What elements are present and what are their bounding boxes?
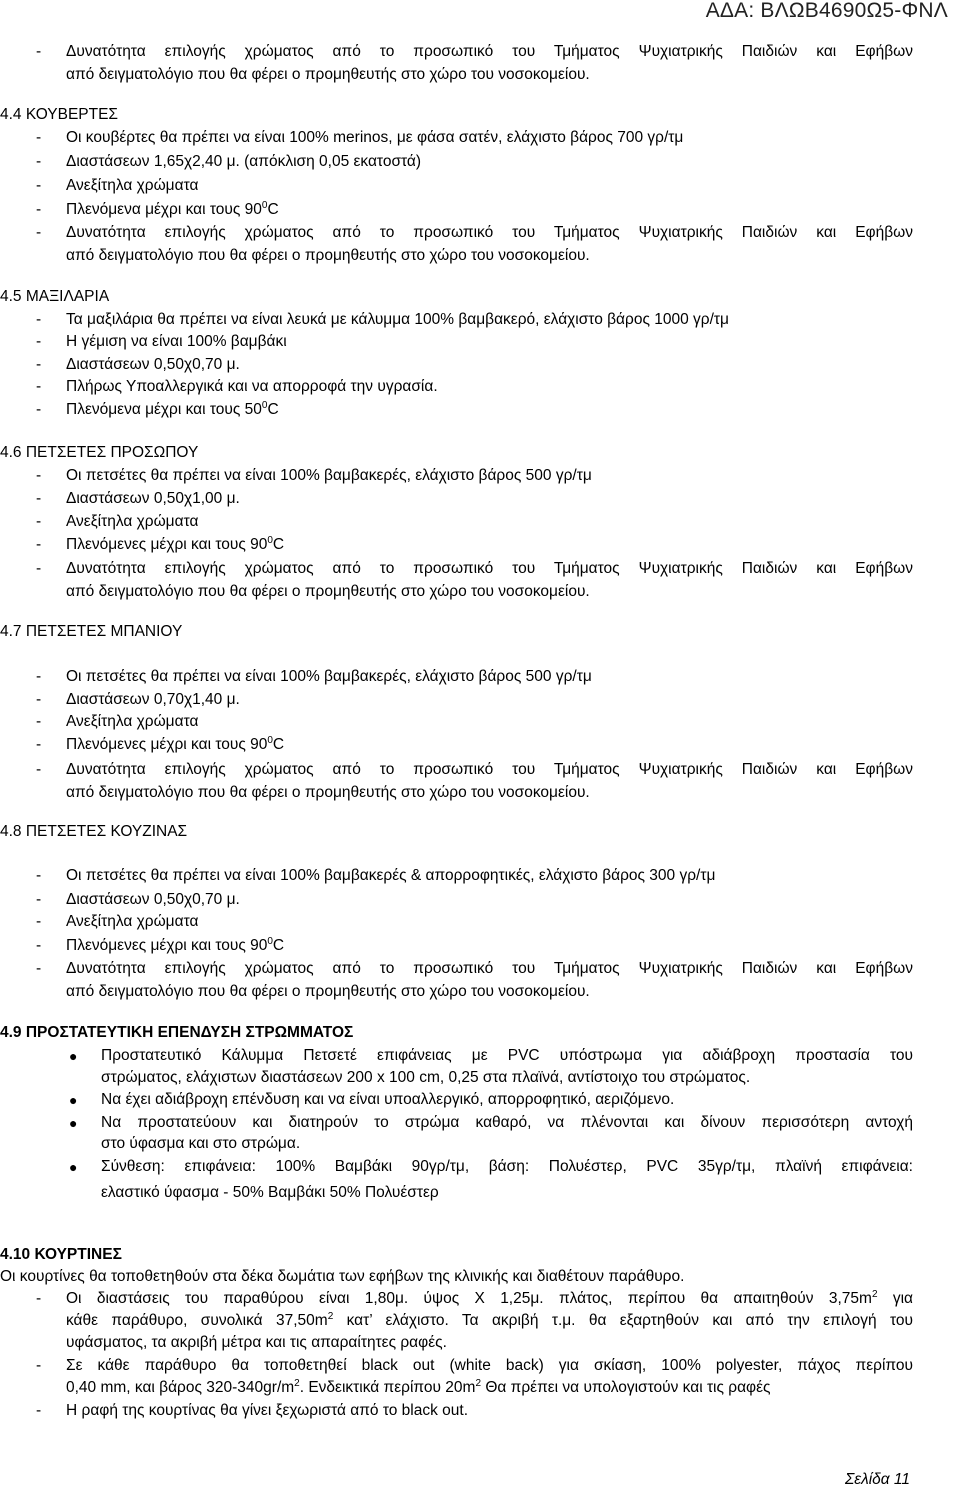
section-title-text: 4.10 ΚΟΥΡΤΙΝΕΣ — [0, 1246, 122, 1263]
list-dash: - — [36, 867, 42, 884]
text: Θα πρέπει να υπολογιστούν και τις ραφές — [481, 1379, 771, 1396]
text: Πλενόμενες μέχρι και τους 90 — [66, 937, 268, 954]
list-item-cont: από δειγματολόγιο που θα φέρει ο προμηθευτής στο χώρο του νοσοκομείου. — [66, 784, 590, 801]
section-title-text: 4.9 ΠΡΟΣΤΑΤΕΥΤΙΚΗ ΕΠΕΝΔΥΣΗ ΣΤΡΩΜΜΑΤΟΣ — [0, 1024, 354, 1041]
text: . Ενδεικτικά περίπου 20m — [299, 1379, 476, 1396]
list-dash: - — [36, 1357, 42, 1374]
list-item-cont: από δειγματολόγιο που θα φέρει ο προμηθευτής στο χώρο του νοσοκομείου. — [66, 66, 590, 83]
text: Πλενόμενα μέχρι και τους 50 — [66, 401, 262, 418]
list-dash: - — [36, 513, 42, 530]
page-number: Σελίδα 11 — [844, 1471, 910, 1488]
list-dash: - — [36, 913, 42, 930]
list-dash: - — [36, 201, 42, 218]
list-dash: - — [36, 937, 42, 954]
list-item: Οι πετσέτες θα πρέπει να είναι 100% βαμβακερές, ελάχιστο βάρος 500 γρ/τμ — [66, 668, 592, 685]
list-item: Τα μαξιλάρια θα πρέπει να είναι λευκά με κάλυμμα 100% βαμβακερό, ελάχιστο βάρος 1000 γρ/τμ — [66, 311, 729, 328]
text: Πλενόμενες μέχρι και τους 90 — [66, 536, 268, 553]
list-item: Οι πετσέτες θα πρέπει να είναι 100% βαμβακερές, ελάχιστο βάρος 500 γρ/τμ — [66, 467, 592, 484]
list-dash: - — [36, 668, 42, 685]
list-item: Οι κουβέρτες θα πρέπει να είναι 100% merinos, με φάσα σατέν, ελάχιστο βάρος 700 γρ/τμ — [66, 129, 684, 146]
bullet-item: Προστατευτικό Κάλυμμα Πετσετέ επιφάνειας με PVC υπόστρωμα για αδιάβροχη προστασία του — [101, 1047, 913, 1064]
text: C — [272, 937, 285, 954]
list-item: Διαστάσεων 0,50χ1,00 μ. — [66, 490, 240, 507]
list-dash: - — [36, 333, 42, 350]
list-dash: - — [36, 691, 42, 708]
text: Πλενόμενα μέχρι και τους 90 — [66, 201, 262, 218]
superscript: 0 — [261, 200, 268, 211]
list-dash: - — [36, 560, 42, 577]
list-dash: - — [36, 490, 42, 507]
list-item — [66, 936, 284, 956]
list-dash: - — [36, 153, 42, 170]
superscript: 2 — [871, 1289, 878, 1300]
list-dash: - — [36, 378, 42, 395]
list-item: Ανεξίτηλα χρώματα — [66, 913, 199, 930]
bullet-item: Να έχει αδιάβροχη επένδυση και να είναι υποαλλεργικό, απορροφητικό, αεριζόμενο. — [101, 1091, 675, 1108]
superscript: 0 — [267, 535, 273, 546]
list-dash: - — [36, 467, 42, 484]
superscript: 2 — [475, 1378, 482, 1389]
list-item-cont: υφάσματος, τα ακριβή μέτρα και τις απαραίτητες ραφές. — [66, 1334, 447, 1351]
list-dash: - — [36, 1402, 42, 1419]
list-item — [66, 735, 284, 755]
list-item: Ανεξίτηλα χρώματα — [66, 713, 199, 730]
list-item: Ανεξίτηλα χρώματα — [66, 177, 199, 194]
text: 0,40 mm, και βάρος 320-340gr/m — [66, 1379, 295, 1396]
bullet: ● — [69, 1048, 78, 1064]
ada-code: ΑΔΑ: ΒΛΩΒ4690Ω5-ΦΝΛ — [705, 0, 948, 22]
bullet-item: Να προστατεύουν και διατηρούν το στρώμα καθαρό, να πλένονται και δίνουν περισσότερη αντοχή — [101, 1114, 913, 1131]
list-dash: - — [36, 401, 42, 418]
list-item: Η γέμιση να είναι 100% βαμβάκι — [66, 333, 287, 350]
list-dash: - — [36, 960, 42, 977]
section-title: 4.7 ΠΕΤΣΕΤΕΣ ΜΠΑΝΙΟΥ — [0, 623, 183, 640]
text: C — [272, 736, 285, 753]
list-item: Πλήρως Υποαλλεργικά και να απορροφά την υγρασία. — [66, 378, 438, 395]
list-item: Δυνατότητα επιλογής χρώματος από το προσωπικό του Τμήματος Ψυχιατρικής Παιδιών και Εφήβων — [66, 761, 913, 778]
list-item: Δυνατότητα επιλογής χρώματος από το προσωπικό του Τμήματος Ψυχιατρικής Παιδιών και Εφήβων — [66, 224, 913, 241]
list-dash: - — [36, 356, 42, 373]
superscript: 2 — [294, 1378, 300, 1389]
superscript: 0 — [267, 735, 273, 746]
list-item: Διαστάσεων 0,50χ0,70 μ. — [66, 891, 240, 908]
list-dash: - — [36, 713, 42, 730]
bullet: ● — [69, 1092, 78, 1108]
list-item: Η ραφή της κουρτίνας θα γίνει ξεχωριστά από το black out. — [66, 1402, 469, 1419]
list-dash: - — [36, 891, 42, 908]
bullet: ● — [69, 1159, 78, 1175]
bullet-item: Σύνθεση: επιφάνεια: 100% Βαμβάκι 90γρ/τμ, βάση: Πολυέστερ, PVC 35γρ/τμ, πλαϊνή επιφάνεια: — [101, 1158, 913, 1175]
text: για — [877, 1290, 913, 1307]
list-dash: - — [36, 311, 42, 328]
bullet-item-cont: στρώματος, ελάχιστων διαστάσεων 200 x 100 cm, 0,25 στα πλαϊνά, αντίστοιχο του στρώματος. — [101, 1069, 751, 1086]
list-dash: - — [36, 736, 42, 753]
superscript: 0 — [261, 400, 268, 411]
list-dash: - — [36, 761, 42, 778]
list-dash: - — [36, 43, 42, 60]
bullet-item-cont: ελαστικό ύφασμα - 50% Βαμβάκι 50% Πολυέστερ — [101, 1184, 439, 1201]
section-title: 4.4 ΚΟΥΒΕΡΤΕΣ — [0, 106, 119, 123]
list-item-cont: από δειγματολόγιο που θα φέρει ο προμηθευτής στο χώρο του νοσοκομείου. — [66, 983, 590, 1000]
bullet-item-cont: στο ύφασμα και στο στρώμα. — [101, 1135, 301, 1152]
list-item-cont: από δειγματολόγιο που θα φέρει ο προμηθευτής στο χώρο του νοσοκομείου. — [66, 247, 590, 264]
section-title — [0, 1245, 122, 1265]
list-item: Διαστάσεων 1,65χ2,40 μ. (απόκλιση 0,05 εκατοστά) — [66, 153, 422, 170]
list-dash: - — [36, 177, 42, 194]
list-item — [66, 200, 279, 220]
section-title: 4.6 ΠΕΤΣΕΤΕΣ ΠΡΟΣΩΠΟΥ — [0, 444, 199, 461]
list-item: Δυνατότητα επιλογής χρώματος από το προσωπικό του Τμήματος Ψυχιατρικής Παιδιών και Εφήβων — [66, 960, 913, 977]
list-item — [66, 1289, 913, 1309]
list-item-cont: από δειγματολόγιο που θα φέρει ο προμηθευτής στο χώρο του νοσοκομείου. — [66, 583, 590, 600]
section-title — [0, 1023, 353, 1043]
list-dash: - — [36, 1290, 42, 1307]
text: Οι διαστάσεις του παραθύρου είναι 1,80μ. ύψος Χ 1,25μ. πλάτος, περίπου θα απαιτηθούν 3,75m — [66, 1290, 872, 1307]
list-item: Οι πετσέτες θα πρέπει να είναι 100% βαμβακερές & απορροφητικές, ελάχιστο βάρος 300 γρ/τμ — [66, 867, 716, 884]
list-dash: - — [36, 224, 42, 241]
superscript: 2 — [327, 1311, 334, 1322]
list-item: Ανεξίτηλα χρώματα — [66, 513, 199, 530]
text: κατ’ ελάχιστο. Τα ακριβή τ.μ. θα εξαρτηθούν και από την επιλογή του — [333, 1312, 913, 1329]
bullet: ● — [69, 1115, 78, 1131]
text: κάθε παράθυρο, συνολικά 37,50m — [66, 1312, 328, 1329]
list-dash: - — [36, 536, 42, 553]
text: Πλενόμενες μέχρι και τους 90 — [66, 736, 268, 753]
list-item: Σε κάθε παράθυρο θα τοποθετηθεί black out (white back) για σκίαση, 100% polyester, πάχος περίπου — [66, 1357, 913, 1374]
superscript: 0 — [267, 936, 273, 947]
list-item-cont — [66, 1311, 913, 1331]
list-item: Διαστάσεων 0,50χ0,70 μ. — [66, 356, 240, 373]
text: C — [267, 201, 279, 218]
list-item — [66, 535, 284, 555]
section-title: 4.5 ΜΑΞΙΛΑΡΙΑ — [0, 288, 110, 305]
list-dash: - — [36, 129, 42, 146]
section-title: 4.8 ΠΕΤΣΕΤΕΣ ΚΟΥΖΙΝΑΣ — [0, 823, 188, 840]
list-item: Δυνατότητα επιλογής χρώματος από το προσωπικό του Τμήματος Ψυχιατρικής Παιδιών και Εφήβων — [66, 560, 913, 577]
text: C — [272, 536, 285, 553]
list-item-cont — [66, 1378, 771, 1398]
list-item: Δυνατότητα επιλογής χρώματος από το προσωπικό του Τμήματος Ψυχιατρικής Παιδιών και Εφήβων — [66, 43, 913, 60]
text: C — [267, 401, 279, 418]
list-item — [66, 400, 279, 420]
paragraph: Οι κουρτίνες θα τοποθετηθούν στα δέκα δωμάτια των εφήβων της κλινικής και διαθέτουν παράθυρο. — [0, 1268, 685, 1285]
list-item: Διαστάσεων 0,70χ1,40 μ. — [66, 691, 240, 708]
